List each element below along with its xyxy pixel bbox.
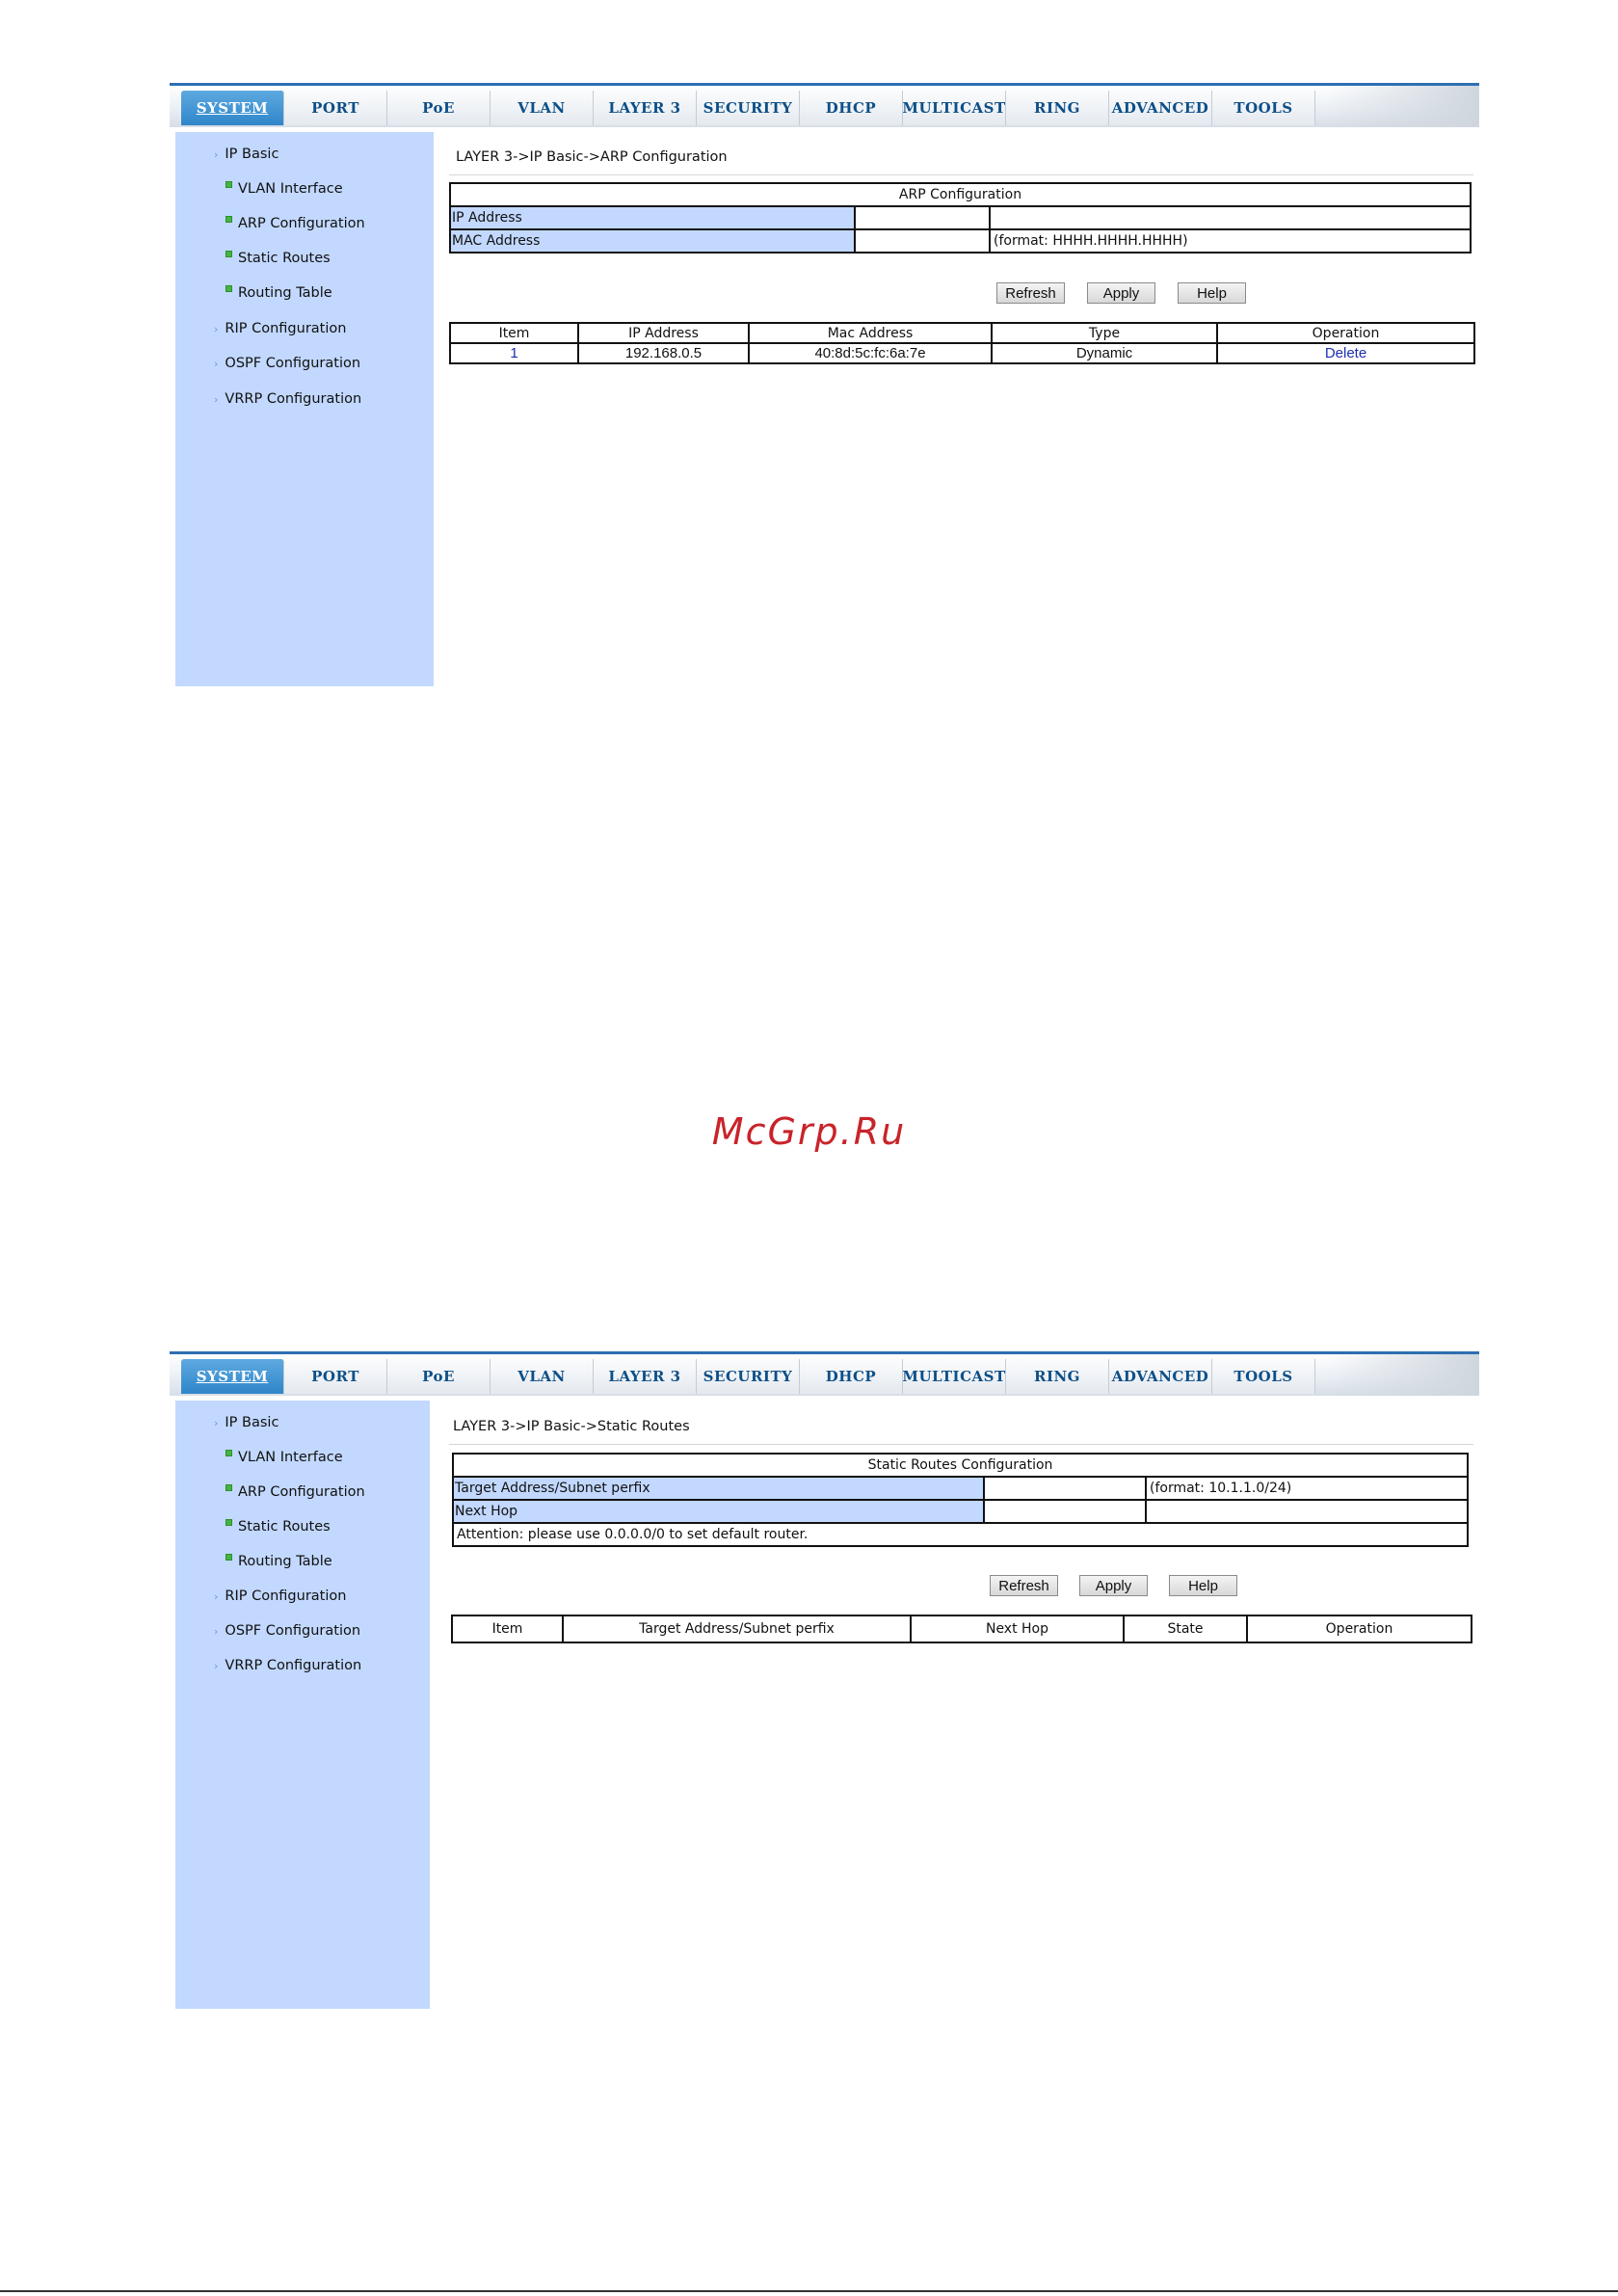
sidebar — [175, 132, 434, 686]
target-address-input[interactable] — [985, 1478, 1145, 1499]
tab-poe[interactable]: PoE — [387, 1359, 491, 1394]
column-header: IP Address — [578, 323, 749, 343]
form-title: Static Routes Configuration — [453, 1454, 1468, 1477]
column-header: Operation — [1217, 323, 1474, 343]
column-header: Target Address/Subnet perfix — [563, 1615, 911, 1642]
sidebar-item-ospf-configuration[interactable] — [214, 1623, 360, 1639]
tab-port[interactable]: PORT — [284, 1359, 387, 1394]
column-header: State — [1124, 1615, 1247, 1642]
mac-address-input[interactable] — [856, 230, 989, 252]
sidebar-item-label: Static Routes — [238, 251, 331, 266]
bullet-square-icon — [225, 216, 232, 223]
tab-poe[interactable]: PoE — [387, 91, 491, 125]
help-button[interactable]: Help — [1178, 282, 1246, 304]
target-format-hint: (format: 10.1.1.0/24) — [1146, 1477, 1468, 1500]
column-header: Type — [992, 323, 1217, 343]
sidebar-item-static-routes[interactable] — [225, 1519, 331, 1535]
tab-advanced[interactable]: ADVANCED — [1109, 1359, 1212, 1394]
mac-format-hint: (format: HHHH.HHHH.HHHH) — [990, 229, 1471, 253]
tab-tools[interactable]: TOOLS — [1212, 91, 1315, 125]
ip-address-input[interactable] — [856, 207, 989, 228]
sidebar-item-arp-configuration[interactable] — [225, 216, 365, 231]
sidebar-item-label: IP Basic — [225, 147, 279, 162]
chevron-right-icon: › — [214, 393, 219, 406]
top-nav-bar — [170, 1351, 1479, 1396]
sidebar-item-label: OSPF Configuration — [225, 356, 361, 371]
column-header: Operation — [1247, 1615, 1472, 1642]
next-hop-label: Next Hop — [453, 1500, 984, 1523]
cell-mac-address: 40:8d:5c:fc:6a:7e — [749, 343, 992, 363]
tab-vlan[interactable]: VLAN — [491, 91, 594, 125]
tab-layer3[interactable]: LAYER 3 — [594, 1359, 697, 1394]
sidebar-item-routing-table[interactable] — [225, 285, 332, 301]
target-address-label: Target Address/Subnet perfix — [453, 1477, 984, 1500]
tab-tools[interactable]: TOOLS — [1212, 1359, 1315, 1394]
sidebar-item-label: IP Basic — [225, 1415, 279, 1430]
tab-security[interactable]: SECURITY — [697, 1359, 800, 1394]
tab-vlan[interactable]: VLAN — [491, 1359, 594, 1394]
tab-dhcp[interactable]: DHCP — [800, 91, 903, 125]
tab-system[interactable]: SYSTEM — [181, 91, 284, 125]
table-header-row — [452, 1615, 1472, 1642]
bullet-square-icon — [225, 251, 232, 257]
page-footer-rule — [0, 2290, 1618, 2292]
sidebar-item-label: RIP Configuration — [225, 321, 347, 336]
sidebar-item-routing-table[interactable] — [225, 1554, 332, 1569]
sidebar-item-label: OSPF Configuration — [225, 1623, 361, 1639]
arp-config-form — [449, 182, 1472, 254]
sidebar-item-vrrp-configuration[interactable] — [214, 391, 361, 407]
sidebar-item-ip-basic[interactable] — [214, 147, 279, 162]
attention-note: Attention: please use 0.0.0.0/0 to set default router. — [453, 1523, 1468, 1546]
sidebar-item-label: RIP Configuration — [225, 1589, 347, 1604]
breadcrumb: LAYER 3->IP Basic->ARP Configuration — [456, 149, 728, 165]
sidebar-item-label: Static Routes — [238, 1519, 331, 1535]
cell-type: Dynamic — [992, 343, 1217, 363]
sidebar-item-label: Routing Table — [238, 1554, 332, 1569]
bullet-square-icon — [225, 1484, 232, 1491]
table-row — [450, 343, 1474, 363]
bullet-square-icon — [225, 285, 232, 292]
top-nav-bar — [170, 83, 1479, 127]
delete-link[interactable]: Delete — [1324, 345, 1367, 361]
tab-layer3[interactable]: LAYER 3 — [594, 91, 697, 125]
tab-multicast[interactable]: MULTICAST — [903, 91, 1006, 125]
sidebar-item-static-routes[interactable] — [225, 251, 331, 266]
tab-multicast[interactable]: MULTICAST — [903, 1359, 1006, 1394]
bullet-square-icon — [225, 1519, 232, 1526]
sidebar-item-label: VLAN Interface — [238, 1450, 343, 1465]
sidebar-item-vlan-interface[interactable] — [225, 181, 343, 197]
sidebar-item-vrrp-configuration[interactable] — [214, 1658, 361, 1673]
static-routes-screenshot — [170, 1351, 1479, 2009]
apply-button[interactable]: Apply — [1079, 1575, 1148, 1596]
sidebar-item-label: VLAN Interface — [238, 181, 343, 197]
bullet-square-icon — [225, 1554, 232, 1561]
tab-ring[interactable]: RING — [1006, 1359, 1109, 1394]
tab-ring[interactable]: RING — [1006, 91, 1109, 125]
refresh-button[interactable]: Refresh — [990, 1575, 1058, 1596]
column-header: Item — [450, 323, 578, 343]
arp-table — [449, 322, 1475, 364]
table-header-row — [450, 323, 1474, 343]
tab-port[interactable]: PORT — [284, 91, 387, 125]
tab-dhcp[interactable]: DHCP — [800, 1359, 903, 1394]
column-header: Item — [452, 1615, 563, 1642]
sidebar — [175, 1401, 430, 2009]
sidebar-item-vlan-interface[interactable] — [225, 1450, 343, 1465]
bullet-square-icon — [225, 181, 232, 188]
cell-ip-address: 192.168.0.5 — [578, 343, 749, 363]
chevron-right-icon: › — [214, 323, 219, 335]
chevron-right-icon: › — [214, 1590, 219, 1603]
static-routes-table — [451, 1615, 1472, 1643]
apply-button[interactable]: Apply — [1087, 282, 1155, 304]
sidebar-item-label: VRRP Configuration — [225, 391, 362, 407]
sidebar-item-label: ARP Configuration — [238, 1484, 365, 1500]
sidebar-item-ip-basic[interactable] — [214, 1415, 279, 1430]
column-header: Next Hop — [911, 1615, 1124, 1642]
sidebar-item-rip-configuration[interactable] — [214, 321, 346, 336]
cell-item: 1 — [450, 343, 578, 363]
sidebar-item-arp-configuration[interactable] — [225, 1484, 365, 1500]
form-title: ARP Configuration — [450, 183, 1471, 206]
chevron-right-icon: › — [214, 148, 219, 161]
chevron-right-icon: › — [214, 358, 219, 370]
next-hop-input[interactable] — [985, 1501, 1145, 1522]
sidebar-item-label: VRRP Configuration — [225, 1658, 362, 1673]
ip-address-label: IP Address — [450, 206, 855, 229]
sidebar-item-label: ARP Configuration — [238, 216, 365, 231]
tab-advanced[interactable]: ADVANCED — [1109, 91, 1212, 125]
tab-security[interactable]: SECURITY — [697, 91, 800, 125]
breadcrumb-divider — [449, 1444, 1473, 1445]
sidebar-item-ospf-configuration[interactable] — [214, 356, 360, 371]
mac-address-label: MAC Address — [450, 229, 855, 253]
sidebar-item-rip-configuration[interactable] — [214, 1589, 346, 1604]
static-routes-form — [452, 1453, 1469, 1547]
help-button[interactable]: Help — [1169, 1575, 1237, 1596]
breadcrumb-divider — [449, 174, 1473, 175]
chevron-right-icon: › — [214, 1417, 219, 1429]
chevron-right-icon: › — [214, 1660, 219, 1672]
refresh-button[interactable]: Refresh — [996, 282, 1065, 304]
watermark: McGrp.Ru — [711, 1110, 907, 1153]
bullet-square-icon — [225, 1450, 232, 1456]
breadcrumb: LAYER 3->IP Basic->Static Routes — [453, 1419, 690, 1434]
column-header: Mac Address — [749, 323, 992, 343]
chevron-right-icon: › — [214, 1625, 219, 1638]
tab-system[interactable]: SYSTEM — [181, 1359, 284, 1394]
arp-configuration-screenshot — [170, 83, 1479, 686]
sidebar-item-label: Routing Table — [238, 285, 332, 301]
